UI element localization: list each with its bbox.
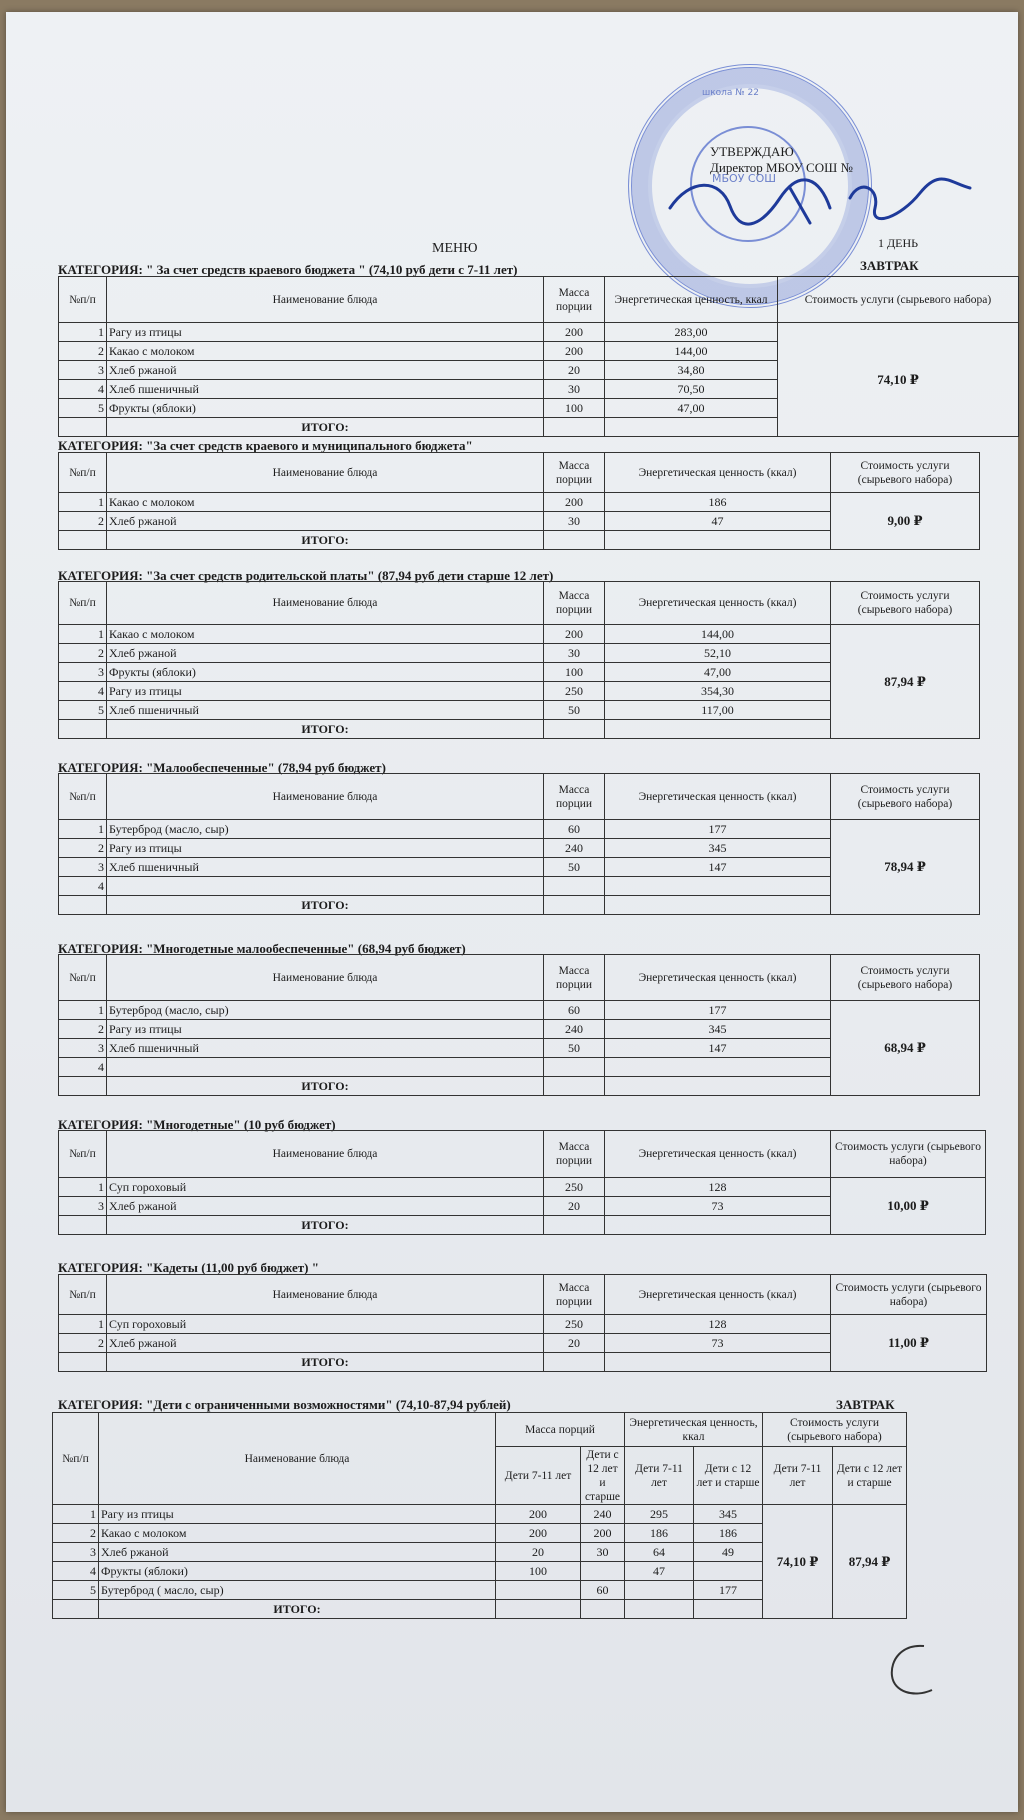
day-label: 1 ДЕНЬ xyxy=(878,236,919,250)
dish-name: Хлеб ржаной xyxy=(107,1334,544,1353)
special-menu-table xyxy=(52,1412,907,1619)
col-cost: Стоимость услуги (сырьевого набора) xyxy=(831,774,980,820)
row-number: 4 xyxy=(59,682,107,701)
service-cost: 10,00 ₽ xyxy=(831,1178,986,1235)
stamp-school-no: школа № 22 xyxy=(702,88,759,98)
dish-mass: 30 xyxy=(544,644,605,663)
dish-mass xyxy=(544,877,605,896)
dish-name: Бутерброд (масло, сыр) xyxy=(107,820,544,839)
dish-energy: 128 xyxy=(605,1315,831,1334)
col-energy: Энергетическая ценность (ккал) xyxy=(605,774,831,820)
table-header-row xyxy=(59,453,980,493)
row-number: 2 xyxy=(59,512,107,531)
total-empty-cell xyxy=(694,1600,763,1619)
table-row xyxy=(59,323,1019,342)
col-mass: Масса порции xyxy=(544,955,605,1001)
total-label: ИТОГО: xyxy=(107,418,544,437)
mass-7-11: 200 xyxy=(496,1524,581,1543)
col-cost: Стоимость услуги (сырьевого набора) xyxy=(831,453,980,493)
dish-energy: 52,10 xyxy=(605,644,831,663)
dish-energy: 345 xyxy=(605,1020,831,1039)
dish-name: Рагу из птицы xyxy=(107,1020,544,1039)
mass-7-11: 20 xyxy=(496,1543,581,1562)
dish-name: Бутерброд ( масло, сыр) xyxy=(99,1581,496,1600)
table-row xyxy=(59,1315,987,1334)
col-mass: Масса порции xyxy=(544,1131,605,1178)
dish-mass: 250 xyxy=(544,1315,605,1334)
dish-energy: 283,00 xyxy=(605,323,778,342)
dish-name: Хлеб ржаной xyxy=(99,1543,496,1562)
col-kids-12-plus: Дети с 12 лет и старше xyxy=(833,1447,907,1505)
energy-12-plus: 345 xyxy=(694,1505,763,1524)
dish-energy xyxy=(605,1058,831,1077)
dish-mass: 20 xyxy=(544,361,605,380)
col-kids-12-plus: Дети с 12 лет и старше xyxy=(581,1447,625,1505)
menu-table xyxy=(58,1274,987,1372)
row-number: 3 xyxy=(59,361,107,380)
dish-energy: 345 xyxy=(605,839,831,858)
dish-energy: 47,00 xyxy=(605,663,831,682)
col-dish: Наименование блюда xyxy=(107,1131,544,1178)
dish-energy: 354,30 xyxy=(605,682,831,701)
dish-energy: 144,00 xyxy=(605,342,778,361)
dish-name: Бутерброд (масло, сыр) xyxy=(107,1001,544,1020)
total-label: ИТОГО: xyxy=(107,1353,544,1372)
table-row xyxy=(59,625,980,644)
total-empty-cell xyxy=(544,720,605,739)
mass-12-plus: 200 xyxy=(581,1524,625,1543)
dish-mass: 200 xyxy=(544,342,605,361)
mass-12-plus xyxy=(581,1562,625,1581)
dish-name: Фрукты (яблоки) xyxy=(99,1562,496,1581)
row-number: 2 xyxy=(59,839,107,858)
total-empty-cell xyxy=(581,1600,625,1619)
col-cost: Стоимость услуги (сырьевого набора) xyxy=(763,1413,907,1447)
category-title: КАТЕГОРИЯ: "За счет средств краевого и муниципального бюджета" xyxy=(58,438,473,453)
dish-name: Рагу из птицы xyxy=(107,323,544,342)
energy-7-11: 295 xyxy=(625,1505,694,1524)
col-num: №п/п xyxy=(53,1413,99,1505)
menu-table xyxy=(58,773,980,915)
col-dish: Наименование блюда xyxy=(107,277,544,323)
category-title: КАТЕГОРИЯ: "Малообеспеченные" (78,94 руб бюджет) xyxy=(58,760,386,775)
dish-name: Рагу из птицы xyxy=(107,839,544,858)
table-header-row xyxy=(59,277,1019,323)
dish-name: Рагу из птицы xyxy=(99,1505,496,1524)
menu-table xyxy=(58,581,980,739)
dish-energy: 177 xyxy=(605,1001,831,1020)
dish-energy: 186 xyxy=(605,493,831,512)
dish-mass: 20 xyxy=(544,1197,605,1216)
dish-energy: 147 xyxy=(605,858,831,877)
col-cost: Стоимость услуги (сырьевого набора) xyxy=(778,277,1019,323)
col-kids-7-11: Дети 7-11 лет xyxy=(625,1447,694,1505)
service-cost: 11,00 ₽ xyxy=(831,1315,987,1372)
dish-mass: 100 xyxy=(544,663,605,682)
mass-7-11: 200 xyxy=(496,1505,581,1524)
row-number: 1 xyxy=(59,323,107,342)
dish-name: Фрукты (яблоки) xyxy=(107,663,544,682)
category-title: КАТЕГОРИЯ: "Многодетные малообеспеченные" (68,94 руб бюджет) xyxy=(58,941,466,956)
service-cost: 78,94 ₽ xyxy=(831,820,980,915)
col-energy: Энергетическая ценность (ккал) xyxy=(605,1275,831,1315)
dish-name: Хлеб ржаной xyxy=(107,361,544,380)
dish-mass: 30 xyxy=(544,380,605,399)
row-number: 1 xyxy=(53,1505,99,1524)
mass-7-11 xyxy=(496,1581,581,1600)
row-number: 2 xyxy=(59,342,107,361)
dish-energy: 117,00 xyxy=(605,701,831,720)
service-cost: 87,94 ₽ xyxy=(831,625,980,739)
row-number: 1 xyxy=(59,1001,107,1020)
col-cost: Стоимость услуги (сырьевого набора) xyxy=(831,1275,987,1315)
col-mass: Масса порции xyxy=(544,1275,605,1315)
dish-mass: 50 xyxy=(544,701,605,720)
dish-mass: 20 xyxy=(544,1334,605,1353)
energy-12-plus: 186 xyxy=(694,1524,763,1543)
total-empty-cell xyxy=(53,1600,99,1619)
dish-energy: 128 xyxy=(605,1178,831,1197)
col-kids-12-plus: Дети с 12 лет и старше xyxy=(694,1447,763,1505)
total-empty-cell xyxy=(59,720,107,739)
service-cost: 74,10 ₽ xyxy=(778,323,1019,437)
col-mass-portions: Масса порций xyxy=(496,1413,625,1447)
row-number: 2 xyxy=(53,1524,99,1543)
dish-energy xyxy=(605,877,831,896)
col-dish: Наименование блюда xyxy=(107,955,544,1001)
dish-mass: 240 xyxy=(544,839,605,858)
col-num: №п/п xyxy=(59,453,107,493)
total-label: ИТОГО: xyxy=(107,1216,544,1235)
energy-7-11: 64 xyxy=(625,1543,694,1562)
dish-energy: 177 xyxy=(605,820,831,839)
category-title: КАТЕГОРИЯ: "Многодетные" (10 руб бюджет) xyxy=(58,1117,336,1132)
col-num: №п/п xyxy=(59,1131,107,1178)
col-dish: Наименование блюда xyxy=(107,582,544,625)
dish-energy: 70,50 xyxy=(605,380,778,399)
dish-mass: 250 xyxy=(544,1178,605,1197)
col-energy: Энергетическая ценность, ккал xyxy=(605,277,778,323)
total-empty-cell xyxy=(605,1077,831,1096)
dish-mass: 60 xyxy=(544,820,605,839)
meal-label: ЗАВТРАК xyxy=(860,258,919,273)
dish-name xyxy=(107,1058,544,1077)
dish-mass: 60 xyxy=(544,1001,605,1020)
total-empty-cell xyxy=(544,1216,605,1235)
category-title: КАТЕГОРИЯ: "Кадеты (11,00 руб бюджет) " xyxy=(58,1260,319,1275)
col-dish: Наименование блюда xyxy=(99,1413,496,1505)
total-empty-cell xyxy=(496,1600,581,1619)
dish-name: Какао с молоком xyxy=(107,625,544,644)
row-number: 3 xyxy=(59,663,107,682)
row-number: 1 xyxy=(59,1315,107,1334)
dish-mass: 200 xyxy=(544,323,605,342)
total-empty-cell xyxy=(544,1077,605,1096)
signature-scribble xyxy=(660,168,980,238)
category-title: КАТЕГОРИЯ: "За счет средств родительской платы" (87,94 руб дети старше 12 лет) xyxy=(58,568,554,583)
total-label: ИТОГО: xyxy=(107,896,544,915)
energy-12-plus xyxy=(694,1562,763,1581)
dish-name: Хлеб ржаной xyxy=(107,644,544,663)
mass-12-plus: 60 xyxy=(581,1581,625,1600)
table-row xyxy=(59,493,980,512)
col-mass: Масса порции xyxy=(544,582,605,625)
dish-name: Какао с молоком xyxy=(107,493,544,512)
dish-mass: 200 xyxy=(544,493,605,512)
table-row xyxy=(53,1505,907,1524)
total-empty-cell xyxy=(544,896,605,915)
service-cost-12-plus: 87,94 ₽ xyxy=(833,1505,907,1619)
col-dish: Наименование блюда xyxy=(107,453,544,493)
total-empty-cell xyxy=(625,1600,694,1619)
dish-name: Хлеб ржаной xyxy=(107,512,544,531)
total-empty-cell xyxy=(59,896,107,915)
dish-mass xyxy=(544,1058,605,1077)
total-empty-cell xyxy=(605,531,831,550)
dish-name: Фрукты (яблоки) xyxy=(107,399,544,418)
total-empty-cell xyxy=(544,1353,605,1372)
total-empty-cell xyxy=(605,896,831,915)
table-header-row xyxy=(59,955,980,1001)
director-line: Директор МБОУ СОШ № xyxy=(710,160,853,175)
table-header-row xyxy=(53,1413,907,1447)
row-number: 3 xyxy=(59,1039,107,1058)
dish-name: Рагу из птицы xyxy=(107,682,544,701)
dish-energy: 47 xyxy=(605,512,831,531)
dish-energy: 34,80 xyxy=(605,361,778,380)
col-energy: Энергетическая ценность (ккал) xyxy=(605,453,831,493)
row-number: 3 xyxy=(59,1197,107,1216)
total-empty-cell xyxy=(59,1077,107,1096)
row-number: 5 xyxy=(59,399,107,418)
col-kids-7-11: Дети 7-11 лет xyxy=(496,1447,581,1505)
stamp-center: МБОУ СОШ xyxy=(712,172,776,185)
pen-curl-mark xyxy=(884,1640,940,1702)
dish-mass: 30 xyxy=(544,512,605,531)
dish-name: Хлеб пшеничный xyxy=(107,858,544,877)
dish-mass: 250 xyxy=(544,682,605,701)
meal-label: ЗАВТРАК xyxy=(836,1397,895,1412)
total-empty-cell xyxy=(59,1353,107,1372)
col-cost: Стоимость услуги (сырьевого набора) xyxy=(831,582,980,625)
col-mass: Масса порции xyxy=(544,277,605,323)
col-kids-7-11: Дети 7-11 лет xyxy=(763,1447,833,1505)
table-row xyxy=(59,820,980,839)
col-dish: Наименование блюда xyxy=(107,774,544,820)
col-cost: Стоимость услуги (сырьевого набора) xyxy=(831,955,980,1001)
approve-line: УТВЕРЖДАЮ xyxy=(710,144,794,159)
row-number: 3 xyxy=(59,858,107,877)
service-cost-7-11: 74,10 ₽ xyxy=(763,1505,833,1619)
dish-energy: 73 xyxy=(605,1334,831,1353)
dish-name: Какао с молоком xyxy=(99,1524,496,1543)
mass-7-11: 100 xyxy=(496,1562,581,1581)
category-title: КАТЕГОРИЯ: " За счет средств краевого бюджета " (74,10 руб дети с 7-11 лет) xyxy=(58,262,518,277)
dish-name: Хлеб пшеничный xyxy=(107,1039,544,1058)
total-empty-cell xyxy=(59,418,107,437)
row-number: 2 xyxy=(59,1334,107,1353)
col-energy: Энергетическая ценность (ккал) xyxy=(605,1131,831,1178)
row-number: 5 xyxy=(59,701,107,720)
row-number: 4 xyxy=(59,380,107,399)
table-header-row xyxy=(59,582,980,625)
table-header-row xyxy=(59,1131,986,1178)
total-label: ИТОГО: xyxy=(107,1077,544,1096)
col-cost: Стоимость услуги (сырьевого набора) xyxy=(831,1131,986,1178)
total-empty-cell xyxy=(605,418,778,437)
row-number: 2 xyxy=(59,1020,107,1039)
table-header-row xyxy=(59,774,980,820)
menu-table xyxy=(58,452,980,550)
dish-mass: 100 xyxy=(544,399,605,418)
col-energy: Энергетическая ценность, ккал xyxy=(625,1413,763,1447)
total-label: ИТОГО: xyxy=(99,1600,496,1619)
dish-mass: 240 xyxy=(544,1020,605,1039)
col-mass: Масса порции xyxy=(544,774,605,820)
row-number: 4 xyxy=(53,1562,99,1581)
col-dish: Наименование блюда xyxy=(107,1275,544,1315)
row-number: 2 xyxy=(59,644,107,663)
service-cost: 9,00 ₽ xyxy=(831,493,980,550)
col-num: №п/п xyxy=(59,955,107,1001)
dish-mass: 50 xyxy=(544,858,605,877)
energy-12-plus: 177 xyxy=(694,1581,763,1600)
dish-energy: 147 xyxy=(605,1039,831,1058)
row-number: 1 xyxy=(59,625,107,644)
table-row xyxy=(59,1001,980,1020)
total-empty-cell xyxy=(59,1216,107,1235)
row-number: 1 xyxy=(59,493,107,512)
energy-7-11: 47 xyxy=(625,1562,694,1581)
total-empty-cell xyxy=(605,720,831,739)
energy-7-11 xyxy=(625,1581,694,1600)
menu-table xyxy=(58,1130,986,1235)
dish-energy: 144,00 xyxy=(605,625,831,644)
row-number: 1 xyxy=(59,820,107,839)
total-empty-cell xyxy=(605,1353,831,1372)
col-mass: Масса порции xyxy=(544,453,605,493)
total-empty-cell xyxy=(605,1216,831,1235)
row-number: 1 xyxy=(59,1178,107,1197)
category-title: КАТЕГОРИЯ: "Дети с ограниченными возможностями" (74,10-87,94 рублей) xyxy=(58,1397,511,1412)
dish-name: Какао с молоком xyxy=(107,342,544,361)
dish-mass: 200 xyxy=(544,625,605,644)
total-empty-cell xyxy=(544,531,605,550)
dish-name: Хлеб пшеничный xyxy=(107,380,544,399)
dish-mass: 50 xyxy=(544,1039,605,1058)
mass-12-plus: 30 xyxy=(581,1543,625,1562)
table-row xyxy=(59,1178,986,1197)
col-num: №п/п xyxy=(59,774,107,820)
energy-7-11: 186 xyxy=(625,1524,694,1543)
energy-12-plus: 49 xyxy=(694,1543,763,1562)
service-cost: 68,94 ₽ xyxy=(831,1001,980,1096)
row-number: 3 xyxy=(53,1543,99,1562)
row-number: 4 xyxy=(59,877,107,896)
dish-energy: 47,00 xyxy=(605,399,778,418)
row-number: 5 xyxy=(53,1581,99,1600)
col-energy: Энергетическая ценность (ккал) xyxy=(605,955,831,1001)
dish-name: Хлеб пшеничный xyxy=(107,701,544,720)
menu-title: МЕНЮ xyxy=(432,241,478,256)
dish-name: Хлеб ржаной xyxy=(107,1197,544,1216)
total-label: ИТОГО: xyxy=(107,720,544,739)
total-empty-cell xyxy=(544,418,605,437)
menu-table xyxy=(58,954,980,1096)
col-num: №п/п xyxy=(59,1275,107,1315)
mass-12-plus: 240 xyxy=(581,1505,625,1524)
dish-energy: 73 xyxy=(605,1197,831,1216)
table-header-row xyxy=(59,1275,987,1315)
col-num: №п/п xyxy=(59,277,107,323)
menu-table xyxy=(58,276,1019,437)
dish-name: Суп гороховый xyxy=(107,1178,544,1197)
col-num: №п/п xyxy=(59,582,107,625)
dish-name xyxy=(107,877,544,896)
col-energy: Энергетическая ценность (ккал) xyxy=(605,582,831,625)
dish-name: Суп гороховый xyxy=(107,1315,544,1334)
total-empty-cell xyxy=(59,531,107,550)
row-number: 4 xyxy=(59,1058,107,1077)
total-label: ИТОГО: xyxy=(107,531,544,550)
